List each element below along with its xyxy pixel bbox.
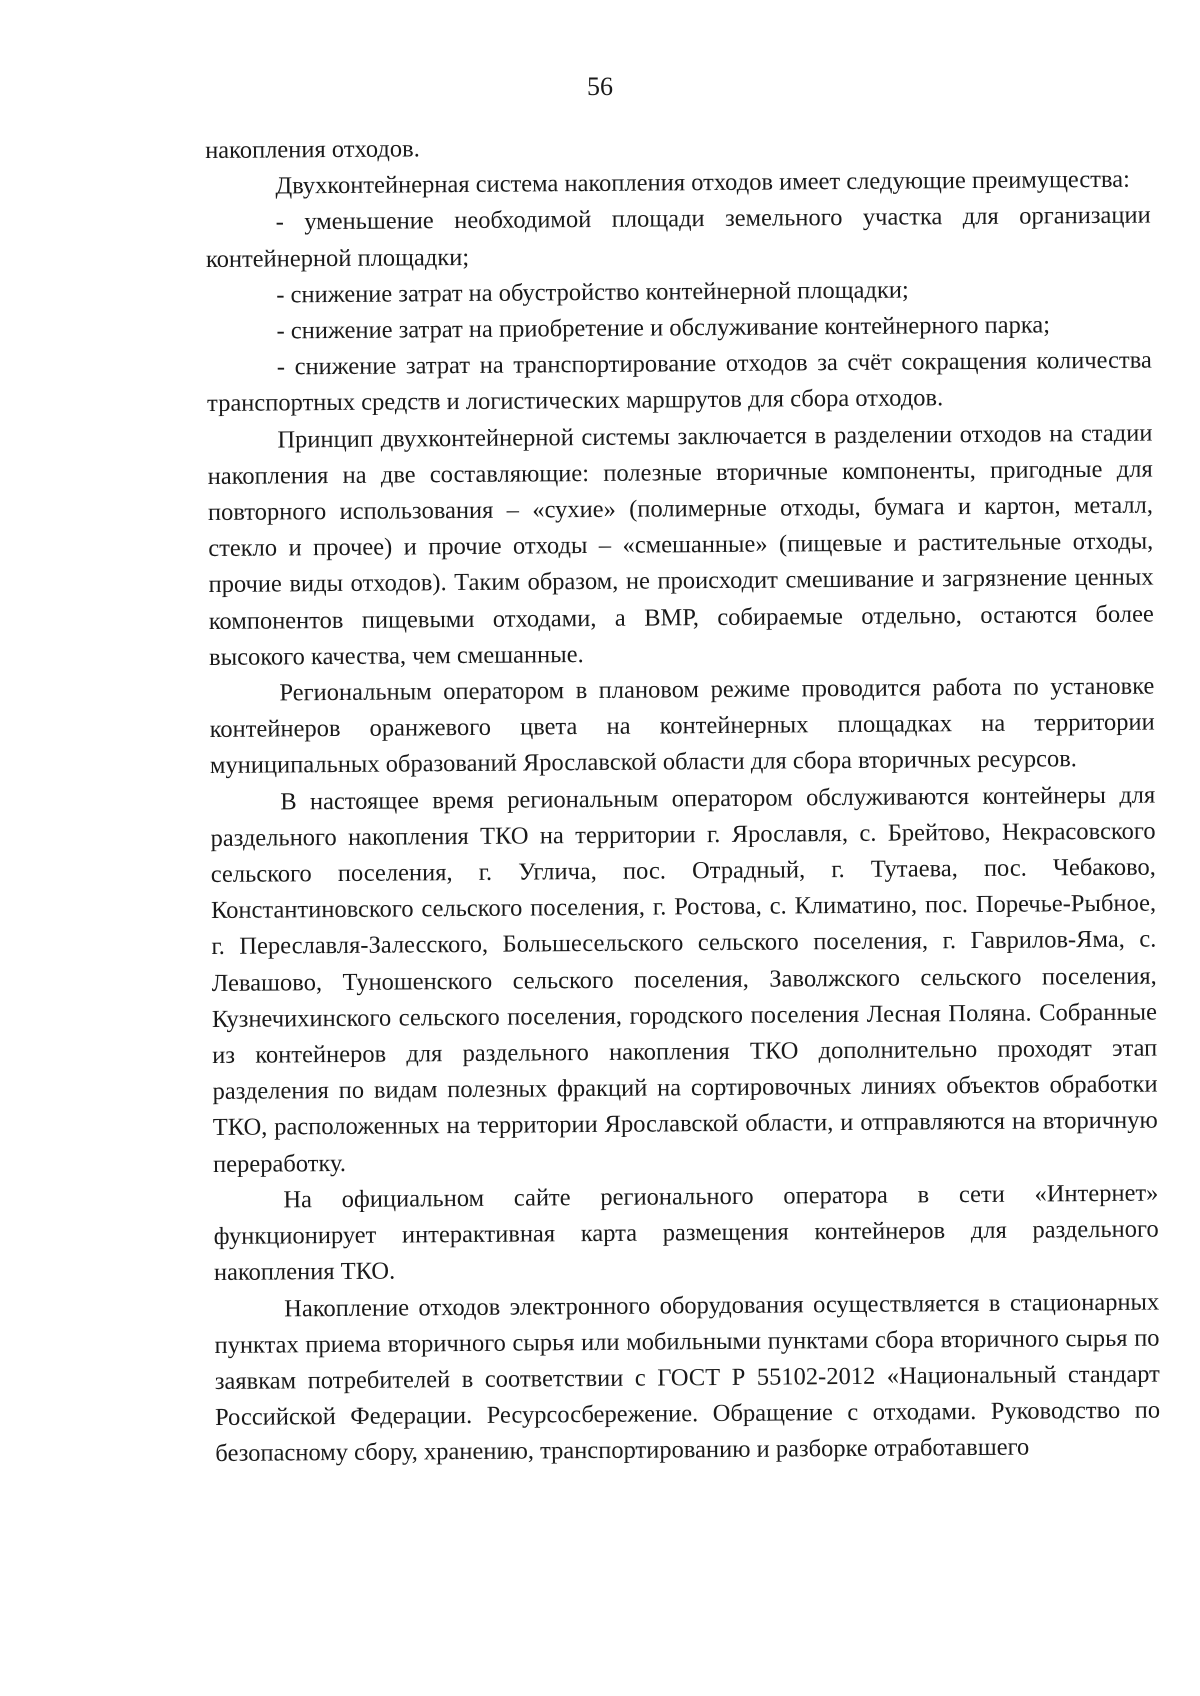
paragraph-interactive-map: На официальном сайте регионального оператора в сети «Интернет» функционирует интерактивная карта размещения контейнеров для раздельного накопления ТКО. [213, 1179, 1159, 1287]
paragraph-orange-containers: Региональным оператором в плановом режиме проводится работа по установке контейнеров оранжевого цвета на контейнерных площадках на территории муниципальных образований Ярославской области для сбора вторичных ресурсов. [209, 672, 1155, 780]
document-body [205, 126, 1160, 1473]
list-item-transport-costs: - снижение затрат на транспортирование отходов за счёт сокращения количества транспортных средств и логистических маршрутов для сбора отходов. [207, 346, 1152, 418]
page-number: 56 [587, 72, 613, 101]
paragraph-continuation: накопления отходов. [205, 135, 420, 164]
list-item-arrangement-costs: - снижение затрат на обустройство контейнерной площадки; [276, 276, 909, 309]
list-item-container-park-costs: - снижение затрат на приобретение и обслуживание контейнерного парка; [276, 311, 1051, 345]
paragraph-serviced-territories: В настоящее время региональным оператором обслуживаются контейнеры для раздельного накопления ТКО на территории г. Ярославля, с. Брейтово, Некрасовского сельского поселения, г. Углича, пос. Отрадный, г. Тутаева, пос. Чебаково, Константиновского сельского поселения, г. Ростова, с. Климатино, пос. Поречье-Рыбное, г. Переславля-Залесского, Большесельского сельского поселения, г. Гаврилов-Яма, с. Левашово, Туношенского сельского поселения, Заволжского сельского поселения, Кузнечихинского сельского поселения, городского поселения Лесная Поляна. Собранные из контейнеров для раздельного накопления ТКО дополнительно проходят этап разделения по видам полезных фракций на сортировочных линиях объектов обработки ТКО, расположенных на территории Ярославской области, и отправляются на вторичную переработку. [210, 781, 1158, 1178]
paragraph-electronic-waste: Накопление отходов электронного оборудования осуществляется в стационарных пунктах приема вторичного сырья или мобильными пунктами сбора вторичного сырья по заявкам потребителей в соответствии с ГОСТ Р 55102-2012 «Национальный стандарт Российской Федерации. Ресурсосбережение. Обращение с отходами. Руководство по безопасному сбору, хранению, транспортированию и разборке отработавшего [214, 1288, 1161, 1468]
paragraph-two-container-principle: Принцип двухконтейнерной системы заключается в разделении отходов на стадии накопления на две составляющие: полезные вторичные компоненты, пригодные для повторного использования – «сухие» (полимерные отходы, бумага и картон, металл, стекло и прочее) и прочие отходы – «смешанные» (пищевые и растительные отходы, прочие виды отходов). Таким образом, не происходит смешивание и загрязнение ценных компонентов пищевыми отходами, а ВМР, собираемые отдельно, остаются более высокого качества, чем смешанные. [207, 419, 1154, 671]
list-item-area-reduction: - уменьшение необходимой площади земельного участка для организации контейнерной площадки; [205, 201, 1151, 273]
paragraph-advantages-intro: Двухконтейнерная система накопления отходов имеет следующие преимущества: [275, 165, 1130, 200]
